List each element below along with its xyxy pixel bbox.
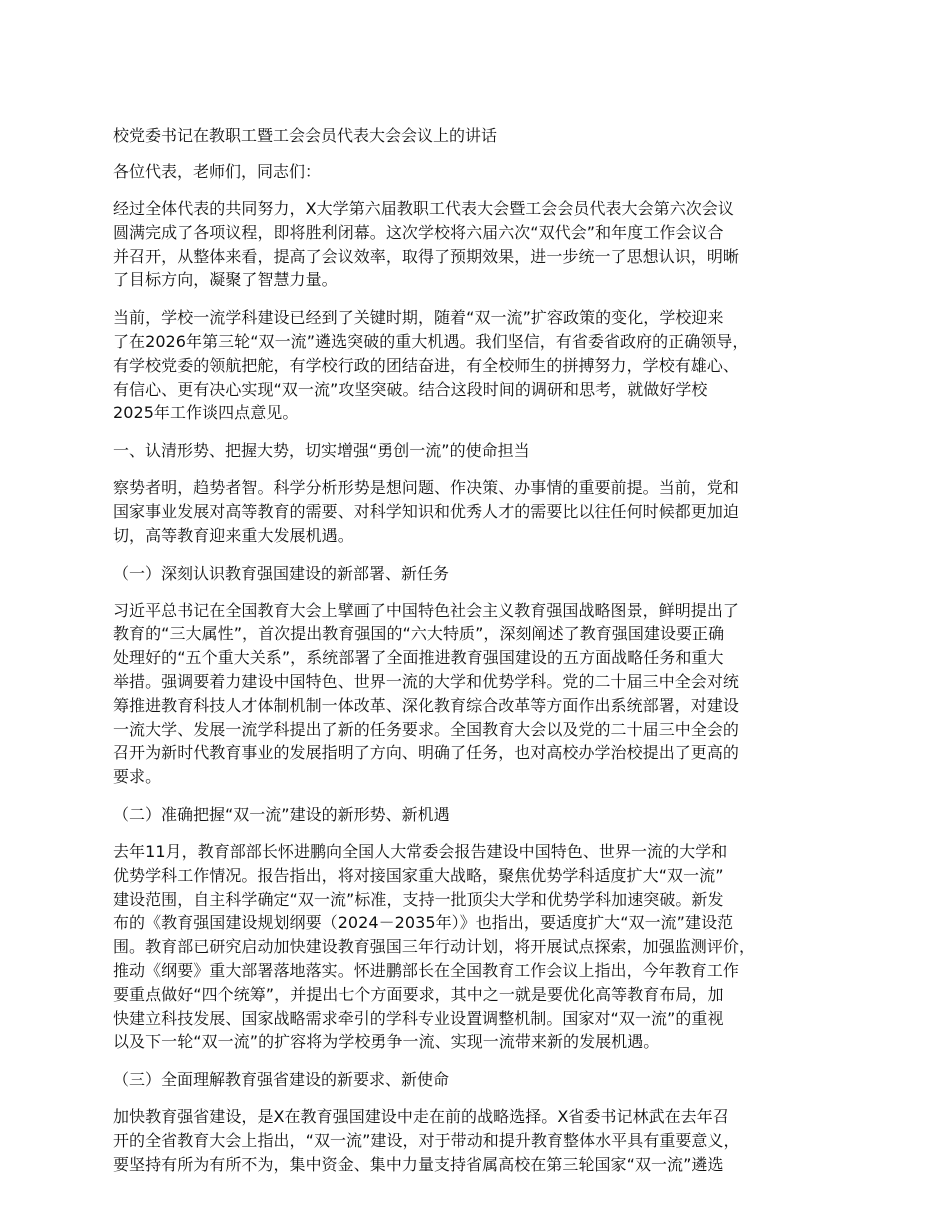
text-line: 快建立科技发展、国家战略需求牵引的学科专业设置调整机制。国家对“双一流”的重视 [113, 1008, 724, 1028]
text-line: 教育的“三大属性”，首次提出教育强国的“六大特质”，深刻阐述了教育强国建设要正确 [113, 624, 725, 644]
text-line: 圆满完成了各项议程，即将胜利闭幕。这次学校将六届六次“双代会”和年度工作会议合 [113, 222, 724, 242]
text-line: 有信心、更有决心实现“双一流”攻坚突破。结合这段时间的调研和思考，就做好学校 [113, 379, 708, 399]
text-line: 去年11月，教育部部长怀进鹏向全国人大常委会报告建设中国特色、世界一流的大学和 [113, 841, 728, 861]
paragraph-2 [113, 306, 858, 425]
salutation: 各位代表，老师们，同志们： [113, 162, 322, 181]
text-line: 一流大学、发展一流学科提出了新的任务要求。全国教育大会以及党的二十届三中全会的 [113, 719, 739, 739]
text-line: 察势者明，趋势者智。科学分析形势是想问题、作决策、办事情的重要前提。当前，党和 [113, 478, 739, 498]
text-line: 优势学科工作情况。报告指出，将对接国家重大战略，聚焦优势学科适度扩大“双一流” [113, 865, 724, 885]
document-page [113, 124, 858, 1191]
text-line: 切，高等教育迎来重大发展机遇。 [113, 525, 354, 545]
text-line: 举措。强调要着力建设中国特色、世界一流的大学和优势学科。党的二十届三中全会对统 [113, 671, 739, 691]
text-line: 围。教育部已研究启动加快建设教育强国三年行动计划，将开展试点探索，加强监测评价， [113, 937, 756, 957]
text-line: 推动《纲要》重大部署落地落实。怀进鹏部长在全国教育工作会议上指出，今年教育工作 [113, 960, 739, 980]
text-line: 经过全体代表的共同努力，X大学第六届教职工代表大会暨工会会员代表大会第六次会议 [113, 199, 734, 218]
text-line: 了在2026年第三轮“双一流”遴选突破的重大机遇。我们坚信，有省委省政府的正确领导， [113, 331, 749, 351]
paragraph-3 [113, 476, 858, 547]
text-line: 国家事业发展对高等教育的需要、对科学知识和优秀人才的需要比以往任何时候都更加迫 [113, 501, 739, 521]
subsection-heading-2: （二）准确把握“双一流”建设的新形势、新机遇 [113, 804, 450, 824]
text-line: 并召开，从整体来看，提高了会议效率，取得了预期效果，进一步统一了思想认识，明晰 [113, 246, 739, 266]
text-line: 建设范围，自主科学确定“双一流”标准，支持一批顶尖大学和优势学科加速突破。新发 [113, 889, 724, 909]
paragraph-1 [113, 197, 858, 292]
text-line: 习近平总书记在全国教育大会上擘画了中国特色社会主义教育强国战略图景，鲜明提出了 [113, 600, 739, 620]
text-line: 筹推进教育科技人才体制机制一体改革、深化教育综合改革等方面作出系统部署，对建设 [113, 695, 739, 715]
section-heading-1: 一、认清形势、把握大势，切实增强“勇创一流”的使命担当 [113, 441, 530, 461]
text-line: 有学校党委的领航把舵，有学校行政的团结奋进，有全校师生的拼搏努力，学校有雄心、 [113, 355, 739, 375]
text-line: 召开为新时代教育事业的发展指明了方向、明确了任务，也对高校办学治校提出了更高的 [113, 743, 739, 763]
paragraph-5 [113, 840, 858, 1054]
document-title: 校党委书记在教职工暨工会会员代表大会会议上的讲话 [113, 126, 498, 145]
text-line: 当前，学校一流学科建设已经到了关键时期，随着“双一流”扩容政策的变化，学校迎来 [113, 308, 724, 328]
paragraph-6 [113, 1105, 858, 1176]
text-line: 要重点做好“四个统筹”，并提出七个方面要求，其中之一就是要优化高等教育布局，加 [113, 984, 724, 1004]
subsection-heading-3: （三）全面理解教育强省建设的新要求、新使命 [113, 1070, 450, 1090]
text-line: 以及下一轮“双一流”的扩容将为学校勇争一流、实现一流带来新的发展机遇。 [113, 1032, 660, 1052]
text-line: 要求。 [113, 767, 162, 787]
text-line: 了目标方向，凝聚了智慧力量。 [113, 270, 338, 290]
text-line: 加快教育强省建设，是X在教育强国建设中走在前的战略选择。X省委书记林武在去年召 [113, 1107, 729, 1127]
text-line: 2025年工作谈四点意见。 [113, 403, 299, 423]
paragraph-4 [113, 599, 858, 789]
text-line: 布的《教育强国建设规划纲要（2024－2035年）》也指出，要适度扩大“双一流”建设范 [113, 913, 734, 933]
text-line: 开的全省教育大会上指出，“双一流”建设，对于带动和提升教育整体水平具有重要意义， [113, 1130, 740, 1150]
text-line: 处理好的“五个重大关系”，系统部署了全面推进教育强国建设的五方面战略任务和重大 [113, 648, 724, 668]
subsection-heading-1: （一）深刻认识教育强国建设的新部署、新任务 [113, 563, 450, 583]
text-line: 要坚持有所为有所不为，集中资金、集中力量支持省属高校在第三轮国家“双一流”遴选 [113, 1154, 724, 1174]
